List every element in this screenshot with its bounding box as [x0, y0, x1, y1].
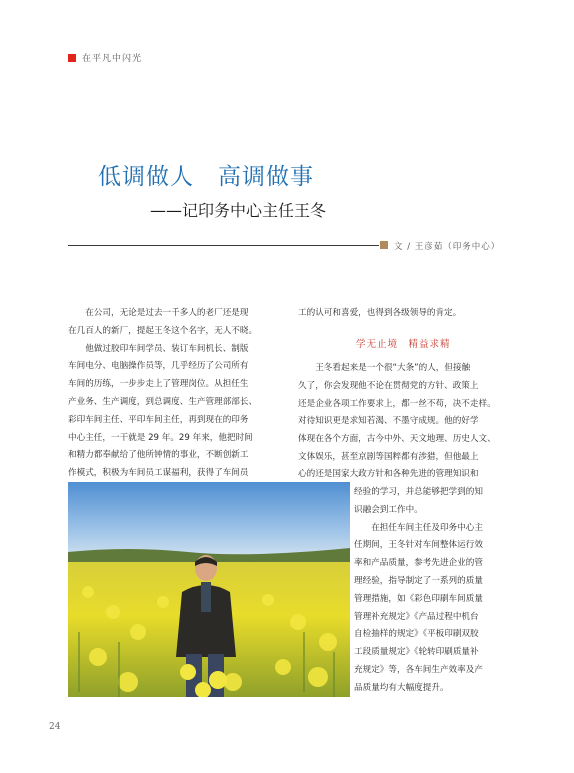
text-line: 在担任车间主任及印务中心主: [354, 522, 483, 533]
text-line: 王冬看起来是一个很“大条”的人，但接触: [298, 363, 471, 373]
text-line: 车间电分、电脑操作员等，几乎经历了公司所有: [68, 361, 249, 372]
text-line: 理经验，指导制定了一系列的质量: [354, 575, 483, 586]
text-line: 体现在各个方面，古今中外、天文地理、历史人文、: [298, 434, 496, 445]
section-label: 在平凡中闪光: [82, 54, 143, 64]
text-line: 作模式，积极为车间员工谋福利，获得了车间员: [68, 468, 249, 479]
page-number: 24: [49, 722, 61, 732]
text-line: 识融会到工作中。: [354, 504, 423, 515]
text-line: 和精力都奉献给了他所钟情的事业，不断创新工: [68, 450, 249, 461]
text-line: 工段质量规定》《轮转印刷质量补: [354, 647, 479, 658]
text-line: 品质量均有大幅度提升。: [354, 682, 449, 693]
text-line: 在公司，无论是过去一千多人的老厂还是现: [68, 308, 249, 318]
text-line: 经验的学习，并总能够把学到的知: [354, 487, 483, 497]
text-line: 心的还是国家大政方针和各种先进的管理知识和: [298, 469, 479, 479]
text-line: 他做过胶印车间学员、装订车间机长、制版: [68, 343, 249, 354]
text-line: 还是企业各项工作要求上，都一丝不苟，决不走样。: [298, 398, 496, 409]
text-line: 文体娱乐，甚至京剧等国粹都有涉猎，但他最上: [298, 451, 479, 462]
person-in-rapeseed-field-image: [68, 482, 350, 697]
right-column-paragraph: [298, 360, 510, 467]
text-line: 车间的历练，一步步走上了管理岗位。从担任生: [68, 379, 249, 390]
text-line: 率和产品质量，参考先进企业的管: [354, 558, 483, 569]
article-subtitle: ——记印务中心主任王冬: [150, 201, 327, 220]
text-line: 工的认可和喜爱，也得到各级领导的肯定。: [298, 308, 462, 318]
section-marker-icon: [68, 54, 76, 62]
text-line: 彩印车间主任、平印车间主任，再到现在的印务: [68, 414, 249, 425]
text-line: 中心主任，一干就是 29 年。29 年来，他把时间: [68, 432, 253, 443]
text-line: 管理补充规定》《产品过程中机台: [354, 611, 479, 622]
text-line: 任期间，王冬针对车间整体运行效: [354, 540, 483, 551]
text-line: 产业务、生产调度，到总调度、生产管理部部长、: [68, 396, 258, 407]
left-column: [68, 305, 280, 483]
right-column-narrow: [354, 484, 510, 698]
section-subheading: 学无止境 精益求精: [356, 339, 451, 350]
text-line: 对待知识更是求知若渴、不墨守成规。他的好学: [298, 416, 479, 427]
byline-marker-icon: [380, 241, 388, 249]
text-line: 管理措施，如《彩色印刷车间质量: [354, 593, 483, 604]
article-title: 低调做人 高调做事: [98, 164, 314, 190]
right-column-top: [298, 305, 510, 323]
byline: 文 / 王彦茹（印务中心）: [394, 242, 501, 252]
text-line: 久了，你会发现他不论在贯彻党的方针、政策上: [298, 380, 479, 391]
text-line: 自检抽样的规定》《平板印刷双胶: [354, 629, 479, 640]
text-line: 在几百人的新厂，提起王冬这个名字，无人不晓。: [68, 325, 258, 336]
text-line: 充规定》等，各车间生产效率及产: [354, 664, 483, 675]
byline-rule: [68, 245, 379, 246]
